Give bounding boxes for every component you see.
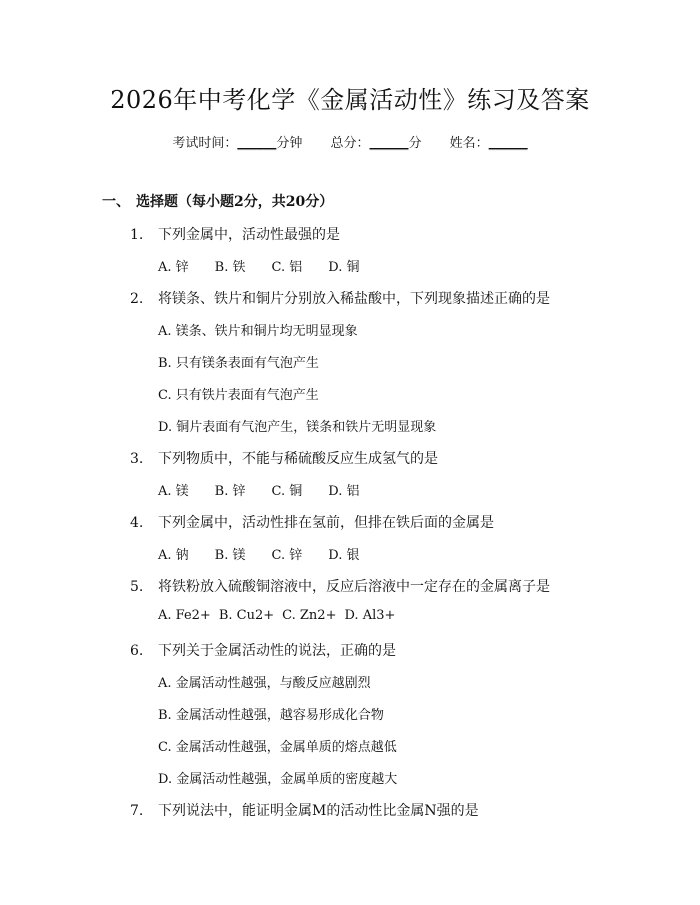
- question-text: 下列物质中，不能与稀硫酸反应生成氢气的是: [158, 451, 438, 467]
- option-a: A. 金属活动性越强，与酸反应越剧烈: [158, 676, 371, 691]
- student-name-blank: ______: [488, 136, 528, 151]
- question-text: 下列关于金属活动性的说法，正确的是: [158, 643, 396, 659]
- option-b: B. 只有镁条表面有气泡产生: [158, 356, 319, 371]
- question-number: 3.: [130, 451, 144, 467]
- question-5: [130, 576, 550, 596]
- option-b: B. 镁: [214, 548, 246, 563]
- question-5-options: [158, 608, 403, 623]
- option-c: C. Zn2+: [282, 608, 337, 623]
- question-text: 下列金属中，活动性最强的是: [158, 227, 340, 243]
- question-number: 2.: [130, 291, 144, 307]
- total-score-label: 总分：: [330, 136, 370, 151]
- option-b: B. 金属活动性越强，越容易形成化合物: [158, 708, 384, 723]
- question-text: 下列说法中，能证明金属M的活动性比金属N强的是: [158, 803, 479, 819]
- section-title: 选择题（每小题2分，共20分）: [136, 194, 334, 210]
- question-2: [130, 288, 550, 308]
- exam-time-blank: ______: [237, 136, 277, 151]
- option-d: D. Al3+: [344, 608, 396, 623]
- question-4: [130, 512, 494, 532]
- question-number: 4.: [130, 515, 144, 531]
- section-number: 一、: [102, 194, 130, 210]
- exam-info-line: [0, 132, 700, 151]
- option-a: A. 钠: [158, 548, 189, 563]
- question-text: 下列金属中，活动性排在氢前，但排在铁后面的金属是: [158, 515, 494, 531]
- question-3: [130, 448, 438, 468]
- student-name-label: 姓名：: [449, 136, 489, 151]
- question-1-options: [158, 256, 385, 275]
- option-a: A. 锌: [158, 260, 189, 275]
- document-title: 2026年中考化学《金属活动性》练习及答案: [110, 86, 590, 114]
- question-number: 6.: [130, 643, 144, 659]
- option-d: D. 铜片表面有气泡产生，镁条和铁片无明显现象: [158, 420, 437, 435]
- option-b: B. Cu2+: [218, 608, 275, 623]
- option-b: B. 铁: [214, 260, 246, 275]
- student-name: [450, 136, 528, 151]
- question-text: 将铁粉放入硫酸铜溶液中，反应后溶液中一定存在的金属离子是: [158, 579, 550, 595]
- total-score-blank: ______: [369, 136, 409, 151]
- option-a: A. Fe2+: [158, 608, 211, 623]
- question-number: 1.: [130, 227, 144, 243]
- total-score-unit: 分: [408, 136, 422, 151]
- question-text: 将镁条、铁片和铜片分别放入稀盐酸中，下列现象描述正确的是: [158, 291, 550, 307]
- option-a: A. 镁: [158, 484, 189, 499]
- option-c: C. 铝: [271, 260, 303, 275]
- option-c: C. 铜: [271, 484, 303, 499]
- question-1: [130, 224, 340, 244]
- question-number: 7.: [130, 803, 144, 819]
- option-d: D. 银: [328, 548, 360, 563]
- section-heading: [102, 191, 333, 211]
- exam-time: [172, 136, 306, 151]
- question-6: [130, 640, 396, 660]
- exam-time-label: 考试时间：: [172, 136, 238, 151]
- option-c: C. 锌: [271, 548, 303, 563]
- option-a: A. 镁条、铁片和铜片均无明显现象: [158, 324, 358, 339]
- option-c: C. 只有铁片表面有气泡产生: [158, 388, 319, 403]
- option-d: D. 铜: [328, 260, 360, 275]
- question-4-options: [158, 544, 385, 563]
- option-d: D. 金属活动性越强，金属单质的密度越大: [158, 772, 398, 787]
- option-c: C. 金属活动性越强，金属单质的熔点越低: [158, 740, 397, 755]
- exam-time-unit: 分钟: [276, 136, 303, 151]
- question-7: [130, 800, 479, 820]
- option-b: B. 锌: [214, 484, 246, 499]
- total-score: [330, 136, 425, 151]
- question-number: 5.: [130, 579, 144, 595]
- option-d: D. 铝: [328, 484, 360, 499]
- question-3-options: [158, 480, 385, 499]
